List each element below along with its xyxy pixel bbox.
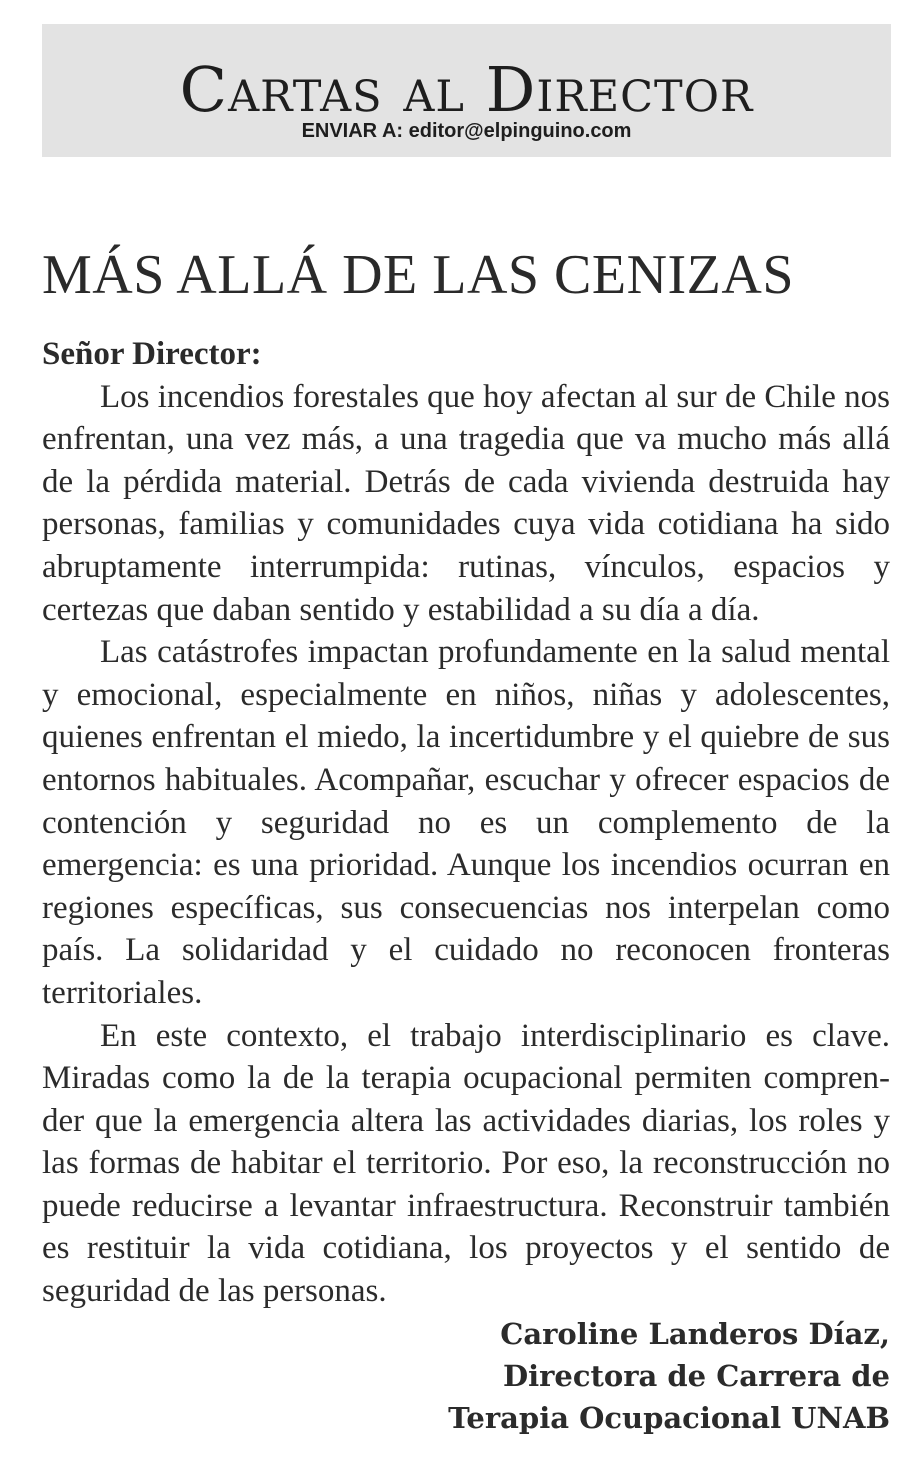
paragraph-1: Los incendios forestales que hoy afectan al sur de Chile nos enfrentan, una vez más, a una tragedia que va mucho más allá de la pérdida material. Detrás de cada vivienda destruida hay personas, familias y comunidades cuya vida cotidiana ha sido abruptamente interrumpida: rutinas, vínculos, espacios y certezas que daban sentido y estabilidad a su día a día. xyxy=(42,378,890,628)
paragraph-2: Las catástrofes impactan profundamente en la salud mental y emocional, especialmente en niños, niñas y adolescentes, quienes enfrentan el miedo, la incertidumbre y el quiebre de sus entornos habituales. Acompañar, escuchar y ofrecer espacios de contención y seguridad no es un complemento de la emergencia: es una prioridad. Aunque los incendios ocurran en regiones específicas, sus consecuencias nos interpelan como país. La solidaridad y el cuidado no reconocen fronteras territoriales. xyxy=(42,634,890,1011)
send-to-email: ENVIAR A: editor@elpinguino.com xyxy=(301,120,632,142)
section-title: Cartas al Director xyxy=(179,53,754,126)
letter-headline: MÁS ALLÁ DE LAS CENIZAS xyxy=(42,243,794,306)
signature-role: Directora de Carrera de xyxy=(502,1359,890,1393)
signature-name: Caroline Landeros Díaz, xyxy=(500,1317,890,1351)
paragraph-3: En este contexto, el trabajo interdisciplinario es clave. Miradas como la de la terapia ocupacional permiten comprender que la emergencia altera las actividades diarias, los roles y las formas de habitar el territorio. Por eso, la reconstrucción no puede reducirse a levantar infraestructura. Reconstruir también es restituir la vida cotidiana, los proyectos y el sentido de seguridad de las personas. xyxy=(42,1017,890,1310)
signature xyxy=(448,1313,890,1439)
letter-body xyxy=(42,333,890,1313)
section-header xyxy=(42,24,891,157)
salutation: Señor Director: xyxy=(42,336,262,372)
signature-institution: Terapia Ocupacional UNAB xyxy=(448,1401,890,1435)
